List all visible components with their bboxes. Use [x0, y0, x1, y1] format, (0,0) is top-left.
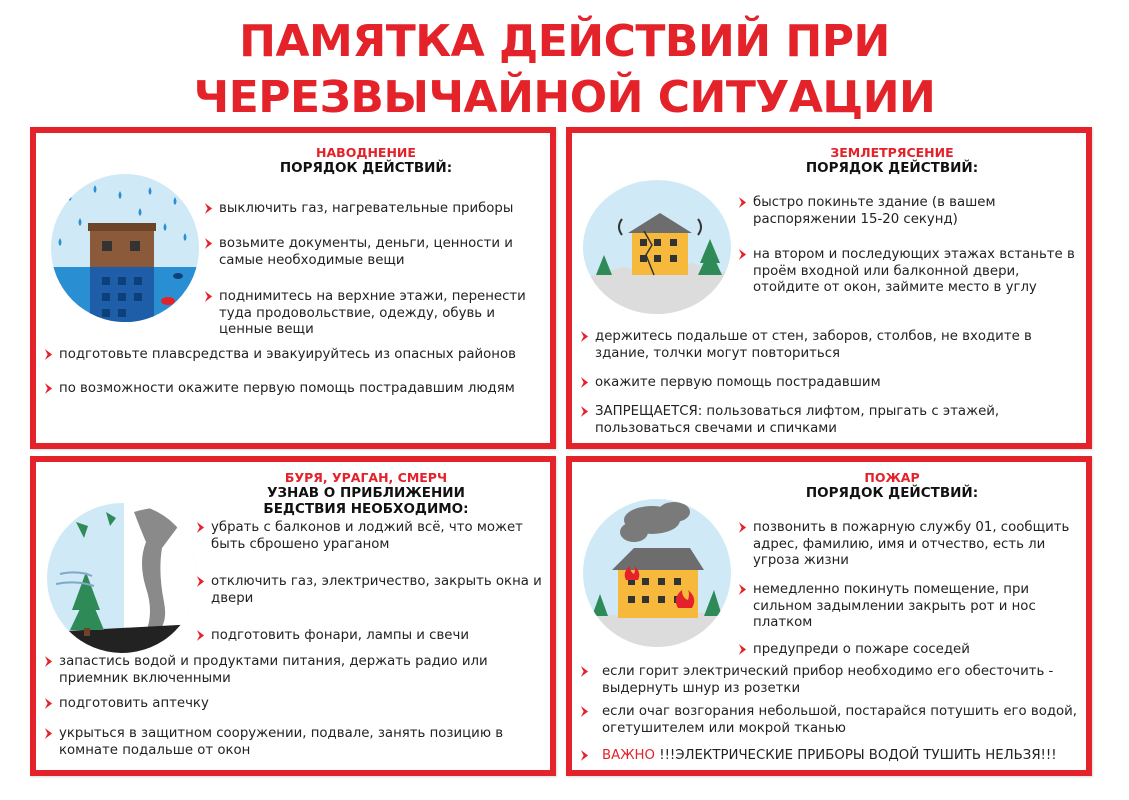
chevron-icon [204, 203, 213, 214]
chevron-icon [738, 249, 747, 260]
earthquake-item-5: ЗАПРЕЩАЕТСЯ: пользоваться лифтом, прыгать с этажей, пользоваться свечами и спичками [580, 404, 1087, 437]
storm-item-5: подготовить аптечку [44, 696, 539, 713]
fire-panel [566, 456, 1092, 776]
flood-item-1: выключить газ, нагревательные приборы [204, 201, 549, 218]
flood-panel [30, 127, 556, 449]
flood-item-5: по возможности окажите первую помощь пострадавшим людям [44, 381, 529, 398]
chevron-icon [44, 383, 53, 394]
chevron-icon [204, 291, 213, 302]
fire-item-3: предупреди о пожаре соседей [738, 642, 1083, 659]
flood-illustration [50, 173, 200, 323]
fire-item-5: если очаг возгорания небольшой, постарайся потушить его водой, огетушителем или мокрой тканью [580, 704, 1082, 737]
storm-item-2: отключить газ, электричество, закрыть окна и двери [196, 574, 556, 607]
storm-subtitle-1: УЗНАВ О ПРИБЛИЖЕНИИ [267, 485, 465, 501]
earthquake-panel [566, 127, 1092, 449]
storm-item-6: укрыться в защитном сооружении, подвале, занять позицию в комнате подальше от окон [44, 726, 539, 759]
storm-illustration [46, 502, 198, 654]
chevron-icon [580, 666, 589, 677]
fire-title: ПОЖАР [864, 470, 920, 485]
storm-panel [30, 456, 556, 776]
chevron-icon [738, 522, 747, 533]
chevron-icon [580, 331, 589, 342]
chevron-icon [738, 584, 747, 595]
earthquake-illustration [582, 179, 732, 315]
chevron-icon [580, 706, 589, 717]
chevron-icon [44, 349, 53, 360]
chevron-icon [580, 377, 589, 388]
storm-title: БУРЯ, УРАГАН, СМЕРЧ [284, 470, 448, 485]
flood-item-3: поднимитесь на верхние этажи, перенести туда продовольствие, одежду, обувь и ценные вещи [204, 289, 551, 339]
earthquake-item-3: держитесь подальше от стен, заборов, столбов, не входите в здание, толчки могут повториться [580, 329, 1075, 362]
flood-subtitle: ПОРЯДОК ДЕЙСТВИЙ: [279, 160, 453, 176]
storm-item-3: подготовить фонари, лампы и свечи [196, 628, 556, 645]
storm-item-1: убрать с балконов и лоджий всё, что может быть сброшено ураганом [196, 520, 556, 553]
fire-item-4: если горит электрический прибор необходимо его обесточить - выдернуть шнур из розетки [580, 664, 1082, 697]
chevron-icon [738, 644, 747, 655]
earthquake-item-4: окажите первую помощь пострадавшим [580, 375, 1075, 392]
flood-item-4: подготовьте плавсредства и эвакуируйтесь из опасных районов [44, 347, 554, 364]
chevron-icon [196, 522, 205, 533]
storm-subtitle-2: БЕДСТВИЯ НЕОБХОДИМО: [263, 501, 469, 517]
chevron-icon [204, 238, 213, 249]
fire-warning-text: !!!ЭЛЕКТРИЧЕСКИЕ ПРИБОРЫ ВОДОЙ ТУШИТЬ НЕЛЬЗЯ!!! [655, 748, 1057, 763]
chevron-icon [44, 728, 53, 739]
fire-item-2: немедленно покинуть помещение, при сильном задымлении закрыть рот и нос платком [738, 582, 1087, 632]
fire-item-1: позвонить в пожарную службу 01, сообщить адрес, фамилию, имя и отчество, есть ли угроза жизни [738, 520, 1083, 570]
flood-item-2: возьмите документы, деньги, ценности и самые необходимые вещи [204, 236, 549, 269]
fire-illustration [582, 498, 732, 648]
chevron-icon [196, 630, 205, 641]
earthquake-subtitle: ПОРЯДОК ДЕЙСТВИЙ: [805, 160, 979, 176]
chevron-icon [580, 406, 589, 417]
chevron-icon [44, 656, 53, 667]
chevron-icon [196, 576, 205, 587]
earthquake-title: ЗЕМЛЕТРЯСЕНИЕ [830, 145, 954, 160]
page-title [0, 14, 1129, 126]
flood-title: НАВОДНЕНИЕ [316, 145, 416, 160]
fire-warning-prefix: ВАЖНО [602, 748, 656, 763]
chevron-icon [580, 750, 589, 761]
storm-item-4: запастись водой и продуктами питания, держать радио или приемник включенными [44, 654, 539, 687]
chevron-icon [738, 197, 747, 208]
earthquake-item-2: на втором и последующих этажах встаньте в проём входной или балконной двери, отойдите от окон, займите место в углу [738, 247, 1087, 297]
fire-warning [580, 748, 1097, 765]
earthquake-item-1: быстро покиньте здание (в вашем распоряжении 15-20 секунд) [738, 195, 1083, 228]
chevron-icon [44, 698, 53, 709]
title-line-1: ПАМЯТКА ДЕЙСТВИЙ ПРИ [239, 16, 890, 67]
fire-subtitle: ПОРЯДОК ДЕЙСТВИЙ: [805, 485, 979, 501]
title-line-2: ЧЕРЕЗВЫЧАЙНОЙ СИТУАЦИИ [193, 72, 936, 123]
